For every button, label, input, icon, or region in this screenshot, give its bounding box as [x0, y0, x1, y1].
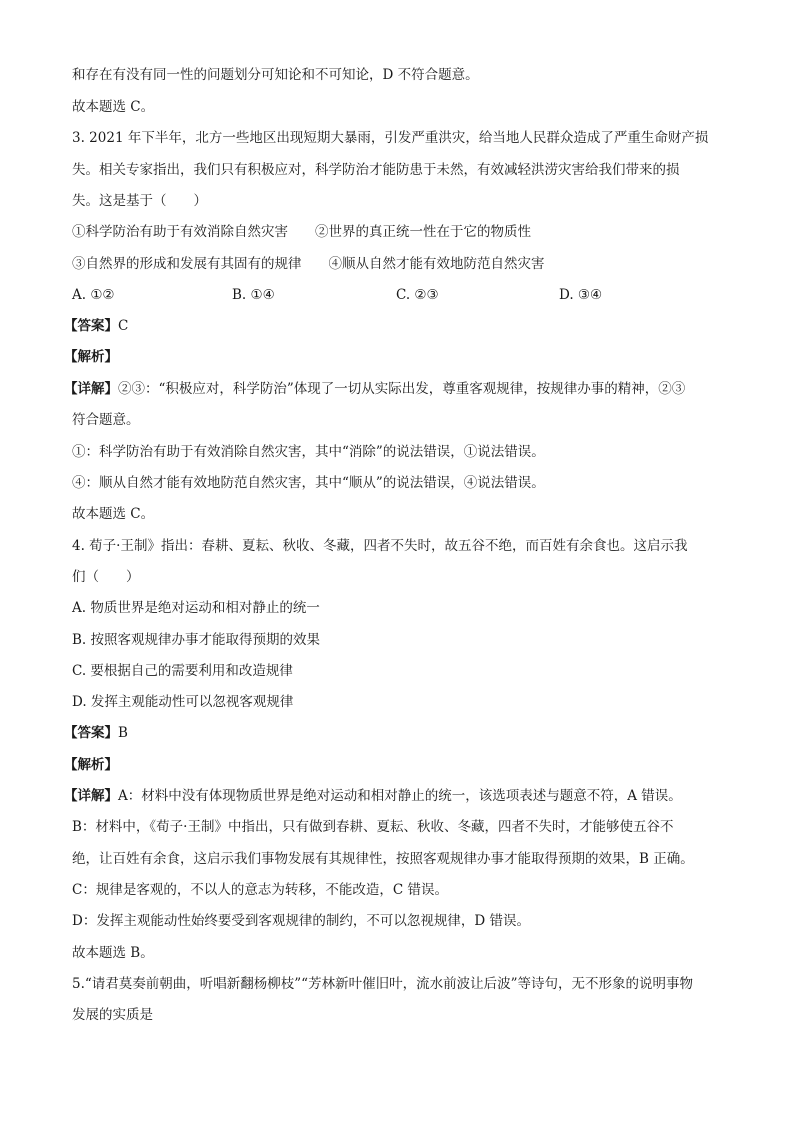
detail-line	[64, 787, 682, 805]
analysis-tag: 【解析】	[64, 757, 118, 773]
text-line: 符合题意。	[72, 412, 140, 428]
question-3-option-c: C. ②③	[396, 287, 439, 303]
text-line: 故本题选 C。	[72, 99, 155, 115]
detail-line	[64, 380, 685, 398]
question-3-option-b: B. ①④	[232, 287, 275, 303]
text-line: B：材料中，《荀子·王制》中指出，只有做到春耕、夏耘、秋收、冬藏，四者不失时，才能够使五谷不	[72, 819, 674, 835]
answer-line	[64, 317, 128, 335]
detail-tag: 【详解】	[64, 788, 118, 804]
question-4-option-d: D. 发挥主观能动性可以忽视客观规律	[72, 694, 294, 710]
answer-tag: 【答案】	[64, 318, 118, 334]
detail-text: ②③：“积极应对，科学防治”体现了一切从实际出发，尊重客观规律，按规律办事的精神，②③	[118, 381, 686, 397]
question-3-option-a: A. ①②	[72, 287, 115, 303]
detail-tag: 【详解】	[64, 381, 118, 397]
question-4-stem: 们（ ）	[72, 569, 140, 585]
answer-line	[64, 724, 128, 742]
question-5-stem: 5.“请君莫奏前朝曲，听唱新翻杨柳枝”“芳林新叶催旧叶，流水前波让后波”等诗句，无不形象的说明事物	[72, 976, 693, 992]
question-3-stem: 3. 2021 年下半年，北方一些地区出现短期大暴雨，引发严重洪灾，给当地人民群众造成了严重生命财产损	[72, 130, 709, 146]
text-line: ①：科学防治有助于有效消除自然灾害，其中“消除”的说法错误，①说法错误。	[72, 444, 545, 460]
text-line: ④：顺从自然才能有效地防范自然灾害，其中“顺从”的说法错误，④说法错误。	[72, 475, 545, 491]
question-3-option-d: D. ③④	[559, 287, 603, 303]
text-line: D：发挥主观能动性始终要受到客观规律的制约，不可以忽视规律，D 错误。	[72, 913, 530, 929]
text-line: 故本题选 C。	[72, 506, 155, 522]
detail-text: A：材料中没有体现物质世界是绝对运动和相对静止的统一，该选项表述与题意不符，A 错误。	[118, 788, 682, 804]
question-4-option-a: A. 物质世界是绝对运动和相对静止的统一	[72, 600, 320, 616]
question-3-stem: 失。相关专家指出，我们只有积极应对，科学防治才能防患于未然，有效减轻洪涝灾害给我们带来的损	[72, 162, 680, 178]
text-line: 和存在有没有同一性的问题划分可知论和不可知论，D 不符合题意。	[72, 67, 479, 83]
question-4-option-c: C. 要根据自己的需要利用和改造规律	[72, 663, 293, 679]
question-4-option-b: B. 按照客观规律办事才能取得预期的效果	[72, 632, 321, 648]
text-line: 绝，让百姓有余食，这启示我们事物发展有其规律性，按照客观规律办事才能取得预期的效果，B 正确。	[72, 851, 694, 867]
question-5-stem: 发展的实质是	[72, 1007, 153, 1023]
answer-value: C	[118, 318, 129, 334]
question-4-stem: 4. 荀子·王制》指出：春耕、夏耘、秋收、冬藏，四者不失时，故五谷不绝，而百姓有余食也。这启示我	[72, 538, 688, 554]
analysis-tag: 【解析】	[64, 349, 118, 365]
text-line: 故本题选 B。	[72, 945, 154, 961]
question-3-stem: 失。这是基于（ ）	[72, 193, 207, 209]
text-line: C：规律是客观的，不以人的意志为转移，不能改造，C 错误。	[72, 882, 448, 898]
question-3-statement: ③自然界的形成和发展有其固有的规律 ④顺从自然才能有效地防范自然灾害	[72, 256, 545, 272]
answer-tag: 【答案】	[64, 725, 118, 741]
question-3-statement: ①科学防治有助于有效消除自然灾害 ②世界的真正统一性在于它的物质性	[72, 224, 531, 240]
answer-value: B	[118, 725, 128, 741]
